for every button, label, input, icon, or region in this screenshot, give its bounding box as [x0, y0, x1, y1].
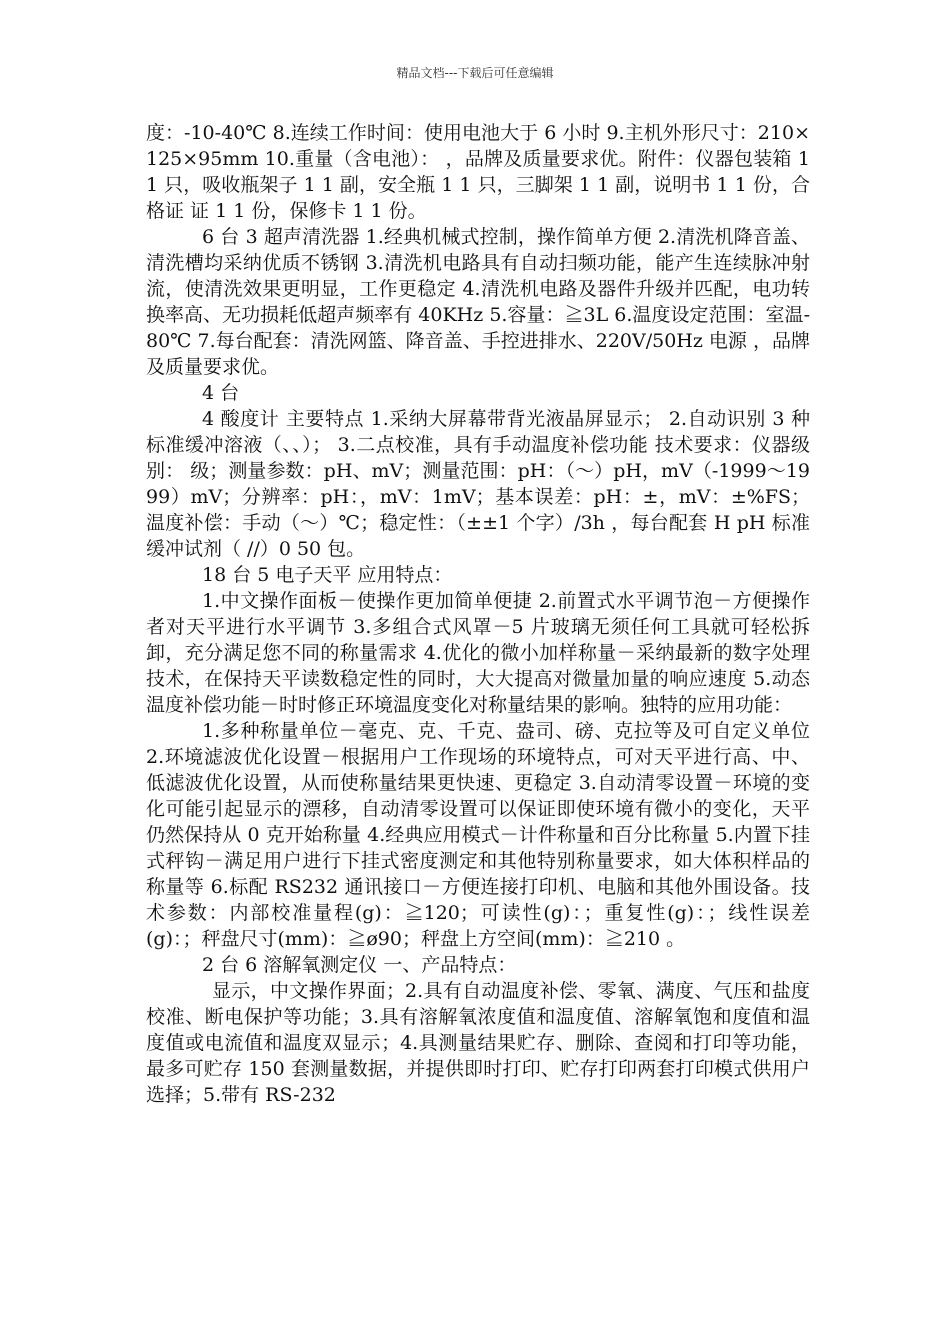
paragraph: 4 台: [202, 382, 240, 404]
document-body: [146, 120, 810, 1108]
page-header: 精品文档---下载后可任意编辑: [396, 66, 554, 80]
paragraph: 显示，中文操作界面；2.具有自动温度补偿、零氧、满度、气压和盐度校准、断电保护等功能；3.具有溶解氧浓度值和温度值、溶解氧饱和度值和温度值或电流值和温度双显示；4.具测量结果贮存、删除、查阅和打印等功能，最多可贮存 150 套测量数据，并提供即时打印、贮存打印两套打印模式供用户选择；5.带有 RS-232: [146, 980, 810, 1106]
paragraph: 1.中文操作面板－使操作更加简单便捷 2.前置式水平调节泡－方便操作者对天平进行水平调节 3.多组合式风罩－5 片玻璃无须任何工具就可轻松拆卸，充分满足您不同的称量需求 4.优化的微小加样称量－采纳最新的数字处理技术，在保持天平读数稳定性的同时，大大提高对微量加量的响应速度 5.动态温度补偿功能－时时修正环境温度变化对称量结果的影响。独特的应用功能：: [146, 590, 810, 716]
paragraph: 4 酸度计 主要特点 1.采纳大屏幕带背光液晶屏显示； 2.自动识别 3 种标准缓冲溶液（、、）； 3.二点校准，具有手动温度补偿功能 技术要求：仪器级别： 级；测量参数：pH、mV；测量范围：pH：（～）pH，mV（-1999～1999）mV；分辨率：pH：，mV：1mV；基本误差：pH：±，mV：±%FS；温度补偿：手动（～）℃；稳定性：（±±1 个字）/3h ，每台配套 H pH 标准缓冲试剂（ //）0 50 包。: [146, 408, 810, 560]
paragraph: 度：-10-40℃ 8.连续工作时间：使用电池大于 6 小时 9.主机外形尺寸：210×125×95mm 10.重量（含电池）： ，品牌及质量要求优。附件：仪器包装箱 1 1 只，吸收瓶架子 1 1 副，安全瓶 1 1 只，三脚架 1 1 副，说明书 1 1 份，合格证 证 1 1 份，保修卡 1 1 份。: [146, 122, 810, 222]
paragraph: 6 台 3 超声清洗器 1.经典机械式控制，操作简单方便 2.清洗机降音盖、清洗槽均采纳优质不锈钢 3.清洗机电路具有自动扫频功能，能产生连续脉冲射流，使清洗效果更明显，工作更稳定 4.清洗机电路及器件升级并匹配，电功转换率高、无功损耗低超声频率有 40KHz 5.容量：≧3L 6.温度设定范围：室温-80℃ 7.每台配套：清洗网篮、降音盖、手控进排水、220V/50Hz 电源 ，品牌及质量要求优。: [146, 226, 810, 378]
paragraph: 2 台 6 溶解氧测定仪 一、产品特点：: [202, 954, 517, 976]
paragraph: 1.多种称量单位－毫克、克、千克、盎司、磅、克拉等及可自定义单位 2.环境滤波优化设置－根据用户工作现场的环境特点，可对天平进行高、中、低滤波优化设置，从而使称量结果更快速、更稳定 3.自动清零设置－环境的变化可能引起显示的漂移，自动清零设置可以保证即使环境有微小的变化，天平仍然保持从 0 克开始称量 4.经典应用模式－计件称量和百分比称量 5.内置下挂式秤钩－满足用户进行下挂式密度测定和其他特别称量要求，如大体积样品的称量等 6.标配 RS232 通讯接口－方便连接打印机、电脑和其他外围设备。技术参数：内部校准量程(g)：≧120；可读性(g)：；重复性(g)：；线性误差(g)：；秤盘尺寸(mm)：≧ø90；秤盘上方空间(mm)：≧210 。: [146, 720, 810, 950]
paragraph: 18 台 5 电子天平 应用特点：: [202, 564, 453, 586]
